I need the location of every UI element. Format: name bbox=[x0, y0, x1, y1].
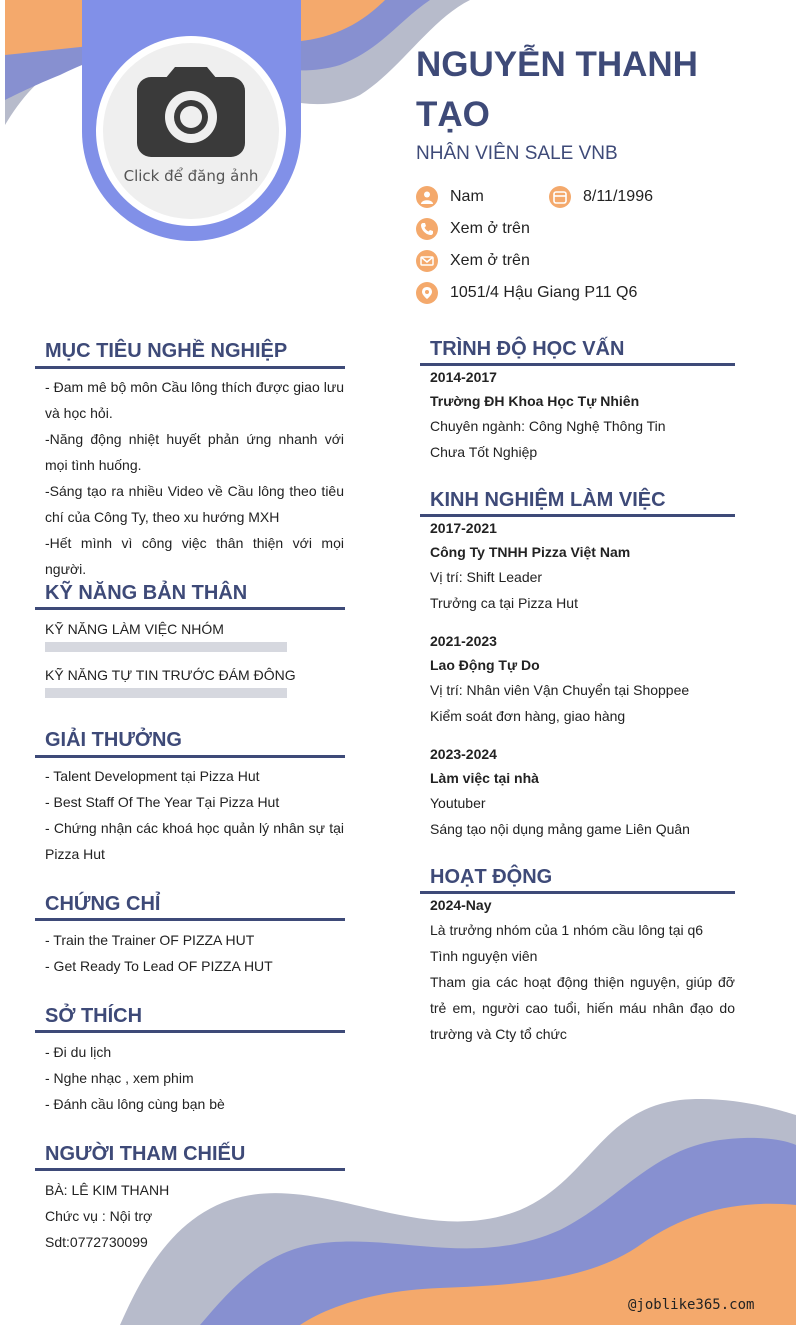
gender-row bbox=[416, 186, 484, 208]
experience-item bbox=[430, 742, 735, 842]
reference-line: BÀ: LÊ KIM THANH bbox=[45, 1182, 170, 1198]
hobbies-heading: SỞ THÍCH bbox=[45, 1005, 143, 1027]
experience-company: Làm việc tại nhà bbox=[430, 770, 539, 786]
skills-heading: KỸ NĂNG BẢN THÂN bbox=[45, 582, 248, 604]
phone-value: Xem ở trên bbox=[450, 220, 530, 237]
reference-line: Chức vụ : Nội trợ bbox=[45, 1208, 153, 1224]
birthday-value: 8/11/1996 bbox=[583, 188, 653, 205]
experience-period: 2023-2024 bbox=[430, 746, 497, 762]
award-line: - Chứng nhận các khoá học quản lý nhân sự tại Pizza Hut bbox=[45, 820, 344, 862]
gender-value: Nam bbox=[450, 188, 484, 205]
skill-bar bbox=[45, 688, 287, 698]
activities-block bbox=[430, 893, 735, 1047]
skill-label: KỸ NĂNG TỰ TIN TRƯỚC ĐÁM ĐÔNG bbox=[45, 667, 296, 683]
address-row bbox=[416, 282, 637, 304]
phone-row bbox=[416, 218, 530, 240]
reference-text bbox=[45, 1177, 344, 1255]
activity-line: Tình nguyện viên bbox=[430, 948, 538, 964]
activities-period: 2024-Nay bbox=[430, 897, 492, 913]
certificates-divider bbox=[35, 918, 345, 921]
experience-position: Vị trí: Nhân viên Vận Chuyển tại Shoppee bbox=[430, 682, 690, 698]
objective-line: -Hết mình vì công việc thân thiện với mọi người. bbox=[45, 535, 344, 577]
objective-line: -Năng động nhiệt huyết phản ứng nhanh với mọi tình huống. bbox=[45, 431, 344, 473]
hobby-line: - Đánh cầu lông cùng bạn bè bbox=[45, 1096, 225, 1112]
reference-line: Sdt:0772730099 bbox=[45, 1234, 148, 1250]
hobbies-divider bbox=[35, 1030, 345, 1033]
experience-company: Lao Động Tự Do bbox=[430, 657, 540, 673]
certificate-line: - Get Ready To Lead OF PIZZA HUT bbox=[45, 958, 273, 974]
email-row bbox=[416, 250, 530, 272]
objective-text bbox=[45, 374, 344, 582]
calendar-icon bbox=[549, 186, 571, 208]
phone-icon bbox=[416, 218, 438, 240]
email-icon bbox=[416, 250, 438, 272]
experience-period: 2021-2023 bbox=[430, 633, 497, 649]
experience-description: Trưởng ca tại Pizza Hut bbox=[430, 595, 578, 611]
experience-company: Công Ty TNHH Pizza Việt Nam bbox=[430, 544, 631, 560]
education-heading: TRÌNH ĐỘ HỌC VẤN bbox=[430, 338, 625, 360]
awards-heading: GIẢI THƯỞNG bbox=[45, 729, 182, 751]
skill-label: KỸ NĂNG LÀM VIỆC NHÓM bbox=[45, 621, 224, 637]
person-icon bbox=[416, 186, 438, 208]
job-title: NHÂN VIÊN SALE VNB bbox=[416, 143, 618, 164]
education-period: 2014-2017 bbox=[430, 369, 497, 385]
experience-description: Kiểm soát đơn hàng, giao hàng bbox=[430, 708, 626, 724]
hobbies-text bbox=[45, 1039, 344, 1117]
awards-divider bbox=[35, 755, 345, 758]
objective-line: - Đam mê bộ môn Cầu lông thích được giao lưu và học hỏi. bbox=[45, 379, 344, 421]
education-block bbox=[430, 365, 735, 465]
activities-heading: HOẠT ĐỘNG bbox=[430, 866, 553, 888]
education-status: Chưa Tốt Nghiệp bbox=[430, 444, 538, 460]
education-major: Chuyên ngành: Công Nghệ Thông Tin bbox=[430, 418, 666, 434]
certificate-line: - Train the Trainer OF PIZZA HUT bbox=[45, 932, 255, 948]
activity-line: Tham gia các hoạt động thiện nguyện, giúp đỡ trẻ em, người cao tuổi, hiến máu nhân đạo do trường và Cty tổ chức bbox=[430, 974, 735, 1042]
objective-line: -Sáng tạo ra nhiều Video về Cầu lông theo tiêu chí của Công Ty, theo xu hướng MXH bbox=[45, 483, 344, 525]
experience-item bbox=[430, 629, 735, 729]
watermark-text: @joblike365.com bbox=[628, 1297, 755, 1313]
birthday-row bbox=[549, 186, 653, 208]
camera-icon bbox=[137, 65, 245, 161]
experience-period: 2017-2021 bbox=[430, 520, 497, 536]
award-line: - Best Staff Of The Year Tại Pizza Hut bbox=[45, 794, 280, 810]
reference-divider bbox=[35, 1168, 345, 1171]
address-value: 1051/4 Hậu Giang P11 Q6 bbox=[450, 284, 638, 301]
certificates-text bbox=[45, 927, 344, 979]
skill-bar bbox=[45, 642, 287, 652]
hobby-line: - Đi du lịch bbox=[45, 1044, 112, 1060]
avatar-upload-label: Click để đăng ảnh bbox=[123, 167, 259, 185]
certificates-heading: CHỨNG CHỈ bbox=[45, 893, 161, 915]
location-pin-icon bbox=[416, 282, 438, 304]
objective-divider bbox=[35, 366, 345, 369]
award-line: - Talent Development tại Pizza Hut bbox=[45, 768, 260, 784]
objective-heading: MỤC TIÊU NGHỀ NGHIỆP bbox=[45, 340, 288, 362]
candidate-name: NGUYỄN THANH TẠO bbox=[416, 45, 698, 134]
avatar-upload-button[interactable] bbox=[103, 43, 279, 219]
reference-heading: NGƯỜI THAM CHIẾU bbox=[45, 1143, 246, 1165]
experience-heading: KINH NGHIỆM LÀM VIỆC bbox=[430, 489, 666, 511]
experience-position: Vị trí: Shift Leader bbox=[430, 569, 543, 585]
email-value: Xem ở trên bbox=[450, 252, 530, 269]
hobby-line: - Nghe nhạc , xem phim bbox=[45, 1070, 194, 1086]
experience-item bbox=[430, 516, 735, 616]
experience-position: Youtuber bbox=[430, 795, 486, 811]
experience-description: Sáng tạo nội dụng mảng game Liên Quân bbox=[430, 821, 690, 837]
education-school: Trường ĐH Khoa Học Tự Nhiên bbox=[430, 393, 640, 409]
awards-text bbox=[45, 763, 344, 867]
skills-divider bbox=[35, 607, 345, 610]
activity-line: Là trưởng nhóm của 1 nhóm cầu lông tại q6 bbox=[430, 922, 704, 938]
